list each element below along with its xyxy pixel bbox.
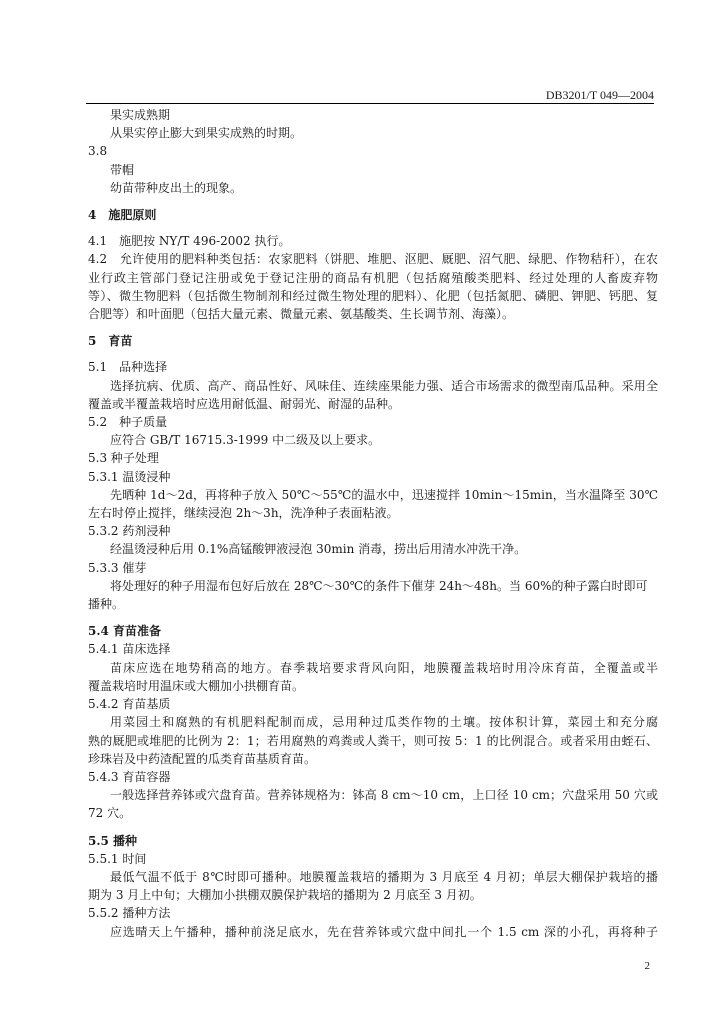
text-line: 先晒种 1d～2d，再将种子放入 50℃～55℃的温水中，迅速搅拌 10min～15min，当水温降至 30℃ bbox=[110, 487, 658, 502]
text-line: 5.5.1 时间 bbox=[88, 851, 147, 866]
text-line: 珍珠岩及中药渣配置的瓜类育苗基质育苗。 bbox=[88, 751, 317, 766]
text-line: 带帽 bbox=[110, 162, 135, 177]
text-line: 将处理好的种子用湿布包好后放在 28℃～30℃的条件下催芽 24h～48h。当 60%的种子露白时即可 bbox=[110, 578, 648, 593]
text-line: 用菜园土和腐熟的有机肥料配制而成，忌用种过瓜类作物的土壤。按体积计算，菜园土和充分腐 bbox=[110, 715, 658, 730]
text-line: 5.5.2 播种方法 bbox=[88, 906, 171, 921]
text-line: 播种。 bbox=[88, 597, 125, 612]
text-line: 合肥等）和叶面肥（包括大量元素、微量元素、氨基酸类、生长调节剂、海藻）。 bbox=[88, 307, 515, 322]
text-line: 业行政主管部门登记注册或免于登记注册的商品有机肥（包括腐殖酸类肥料、经过处理的人畜废弃物 bbox=[88, 270, 658, 285]
text-line: 熟的厩肥或堆肥的比例为 2：1；若用腐熟的鸡粪或人粪干，则可按 5：1 的比例混合。或者采用由蛭石、 bbox=[88, 733, 658, 748]
text-line: 果实成熟期 bbox=[110, 108, 171, 122]
text-line: 5.4.2 育苗基质 bbox=[88, 697, 171, 712]
section-heading: 5.4 育苗准备 bbox=[88, 624, 162, 639]
text-line: 覆盖或半覆盖栽培时应选用耐低温、耐弱光、耐湿的品种。 bbox=[88, 396, 401, 411]
text-line: 应选晴天上午播种，播种前浇足底水，先在营养钵或穴盘中间扎一个 1.5 cm 深的小孔，再将种子 bbox=[110, 924, 658, 939]
text-line: 5.4.1 苗床选择 bbox=[88, 642, 171, 657]
text-line: 经温烫浸种后用 0.1%高锰酸钾液浸泡 30min 消毒，捞出后用清水冲洗干净。 bbox=[110, 542, 527, 557]
text-line: 5.3.3 催芽 bbox=[88, 560, 147, 575]
text-line: 苗床应选在地势稍高的地方。春季栽培要求背风向阳，地膜覆盖栽培时用冷床育苗，全覆盖或半 bbox=[110, 660, 658, 675]
page-number: 2 bbox=[644, 960, 650, 972]
text-line: 5.1 品种选择 bbox=[88, 360, 168, 375]
text-line: 等）、微生物肥料（包括微生物制剂和经过微生物处理的肥料）、化肥（包括氮肥、磷肥、钾肥、钙肥、复 bbox=[88, 288, 658, 303]
text-line: 5.3 种子处理 bbox=[88, 451, 159, 466]
header-rule bbox=[86, 103, 654, 104]
text-line: 期为 3 月上中旬；大棚加小拱棚双膜保护栽培的播期为 2 月底至 3 月初。 bbox=[88, 888, 482, 903]
section-heading: 4 施肥原则 bbox=[88, 208, 157, 223]
text-line: 3.8 bbox=[88, 144, 108, 159]
text-line: 左右时停止搅拌，继续浸泡 2h～3h，洗净种子表面粘液。 bbox=[88, 506, 399, 521]
text-line: 覆盖栽培时用温床或大棚加小拱棚育苗。 bbox=[88, 678, 305, 693]
text-line: 应符合 GB/T 16715.3-1999 中二级及以上要求。 bbox=[110, 433, 381, 448]
text-line: 选择抗病、优质、高产、商品性好、风味佳、连续座果能力强、适合市场需求的微型南瓜品种。采用全 bbox=[110, 378, 658, 393]
text-line: 从果实停止膨大到果实成熟的时期。 bbox=[110, 126, 303, 141]
text-line: 幼苗带种皮出土的现象。 bbox=[110, 180, 243, 195]
text-line: 最低气温不低于 8℃时即可播种。地膜覆盖栽培的播期为 3 月底至 4 月初；单层大棚保护栽培的播 bbox=[110, 869, 658, 884]
text-line: 5.3.1 温烫浸种 bbox=[88, 469, 171, 484]
text-line: 5.3.2 药剂浸种 bbox=[88, 524, 171, 539]
text-line: 5.4.3 育苗容器 bbox=[88, 769, 171, 784]
document-id: DB3201/T 049—2004 bbox=[545, 88, 654, 102]
text-line: 4.2 允许使用的肥料种类包括：农家肥料（饼肥、堆肥、沤肥、厩肥、沼气肥、绿肥、作物秸秆），在农 bbox=[88, 252, 658, 267]
section-heading: 5 育苗 bbox=[88, 334, 133, 349]
text-line: 一般选择营养钵或穴盘育苗。营养钵规格为：钵高 8 cm～10 cm，上口径 10 cm；穴盘采用 50 穴或 bbox=[110, 788, 658, 803]
text-line: 4.1 施肥按 NY/T 496-2002 执行。 bbox=[88, 234, 291, 249]
section-heading: 5.5 播种 bbox=[88, 833, 138, 848]
text-line: 5.2 种子质量 bbox=[88, 415, 168, 430]
document-body bbox=[88, 106, 658, 941]
text-line: 72 穴。 bbox=[88, 806, 132, 821]
